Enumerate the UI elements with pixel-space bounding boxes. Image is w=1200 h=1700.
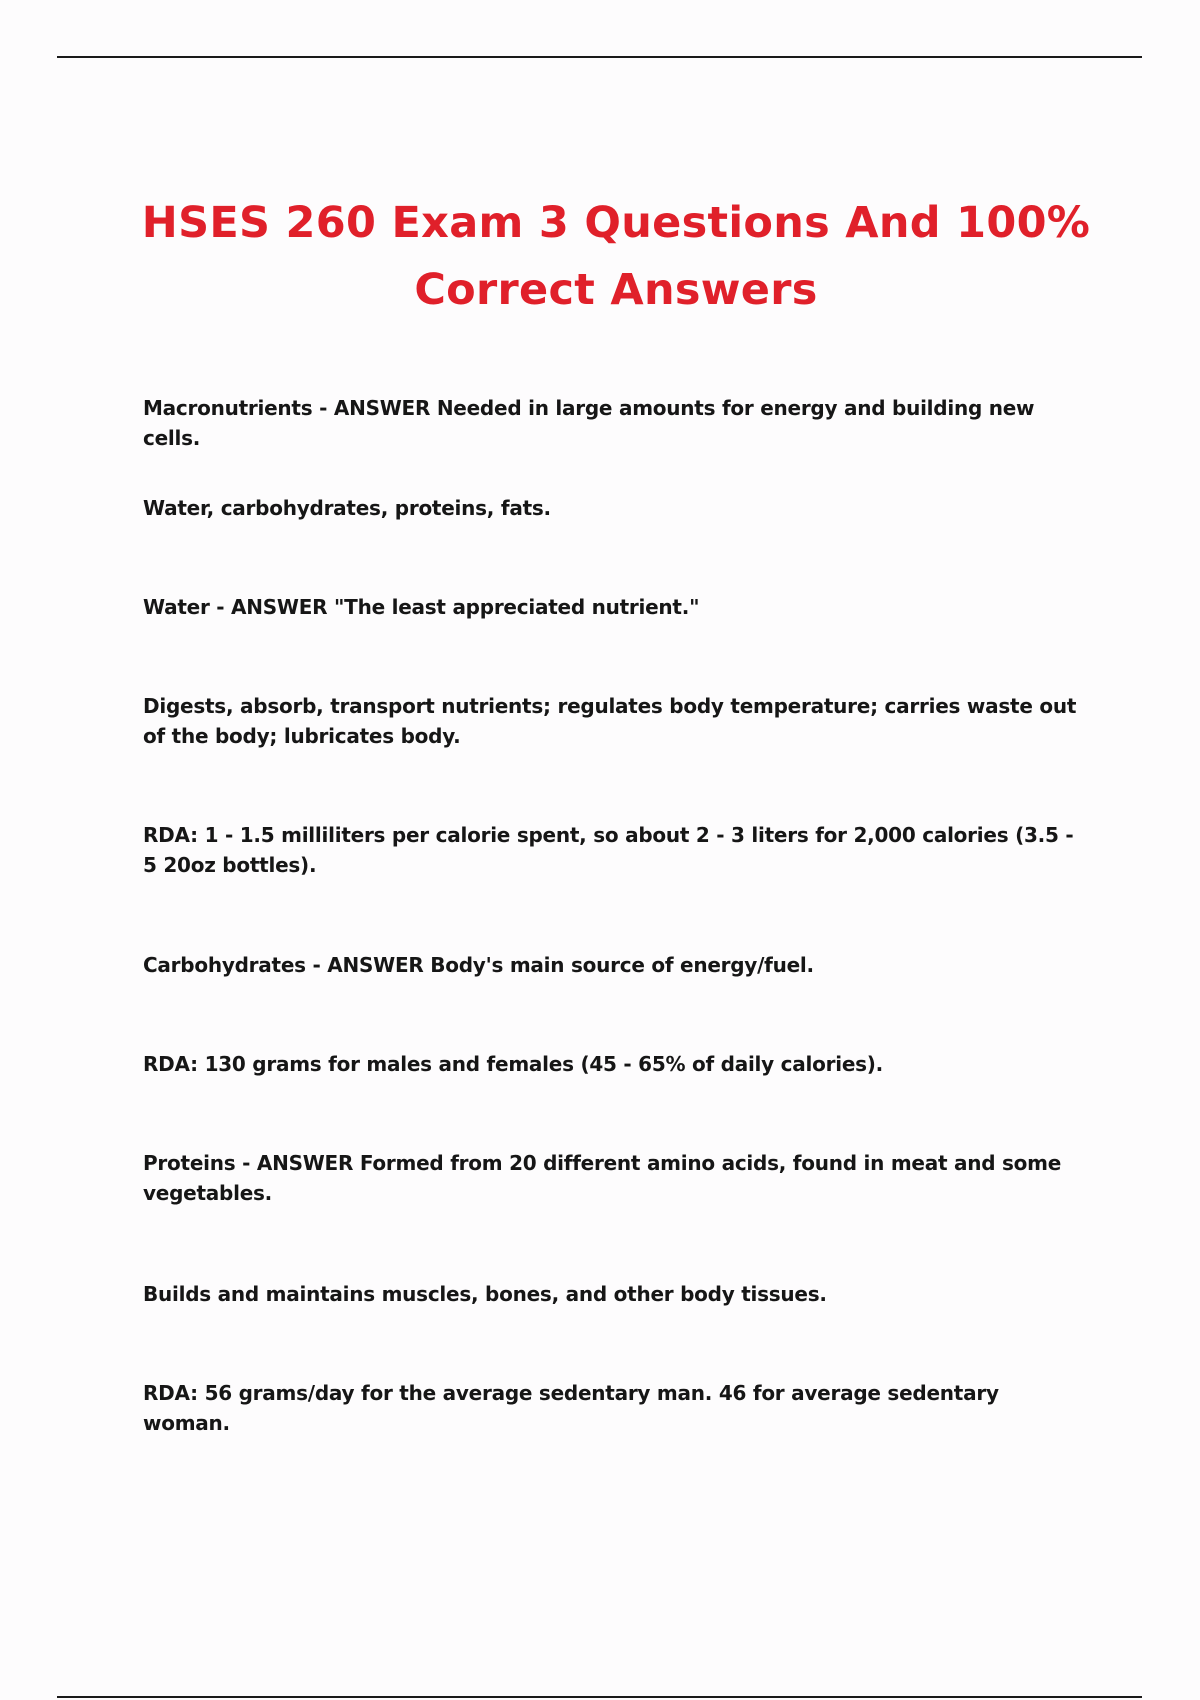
qa-entry: Water, carbohydrates, proteins, fats. [143, 496, 551, 520]
bottom-rule [57, 1696, 1142, 1698]
qa-entry: Builds and maintains muscles, bones, and other body tissues. [143, 1282, 827, 1306]
document-title: HSES 260 Exam 3 Questions And 100% Correct Answers [141, 198, 1091, 315]
qa-entry: RDA: 56 grams/day for the average sedentary man. 46 for average sedentary woman. [143, 1381, 999, 1435]
qa-entry: Proteins - ANSWER Formed from 20 different amino acids, found in meat and some vegetables. [143, 1151, 1062, 1205]
qa-entry: Carbohydrates - ANSWER Body's main source of energy/fuel. [143, 953, 814, 977]
qa-entry: Water - ANSWER "The least appreciated nutrient." [143, 595, 700, 619]
qa-entry: Digests, absorb, transport nutrients; regulates body temperature; carries waste out of the body; lubricates body. [143, 694, 1077, 748]
qa-entry: RDA: 130 grams for males and females (45 - 65% of daily calories). [143, 1052, 884, 1076]
qa-entry: Macronutrients - ANSWER Needed in large amounts for energy and building new cells. [143, 396, 1035, 450]
qa-entry: RDA: 1 - 1.5 milliliters per calorie spent, so about 2 - 3 liters for 2,000 calories (3.5 - 5 20oz bottles). [143, 823, 1074, 877]
top-rule [57, 56, 1142, 58]
